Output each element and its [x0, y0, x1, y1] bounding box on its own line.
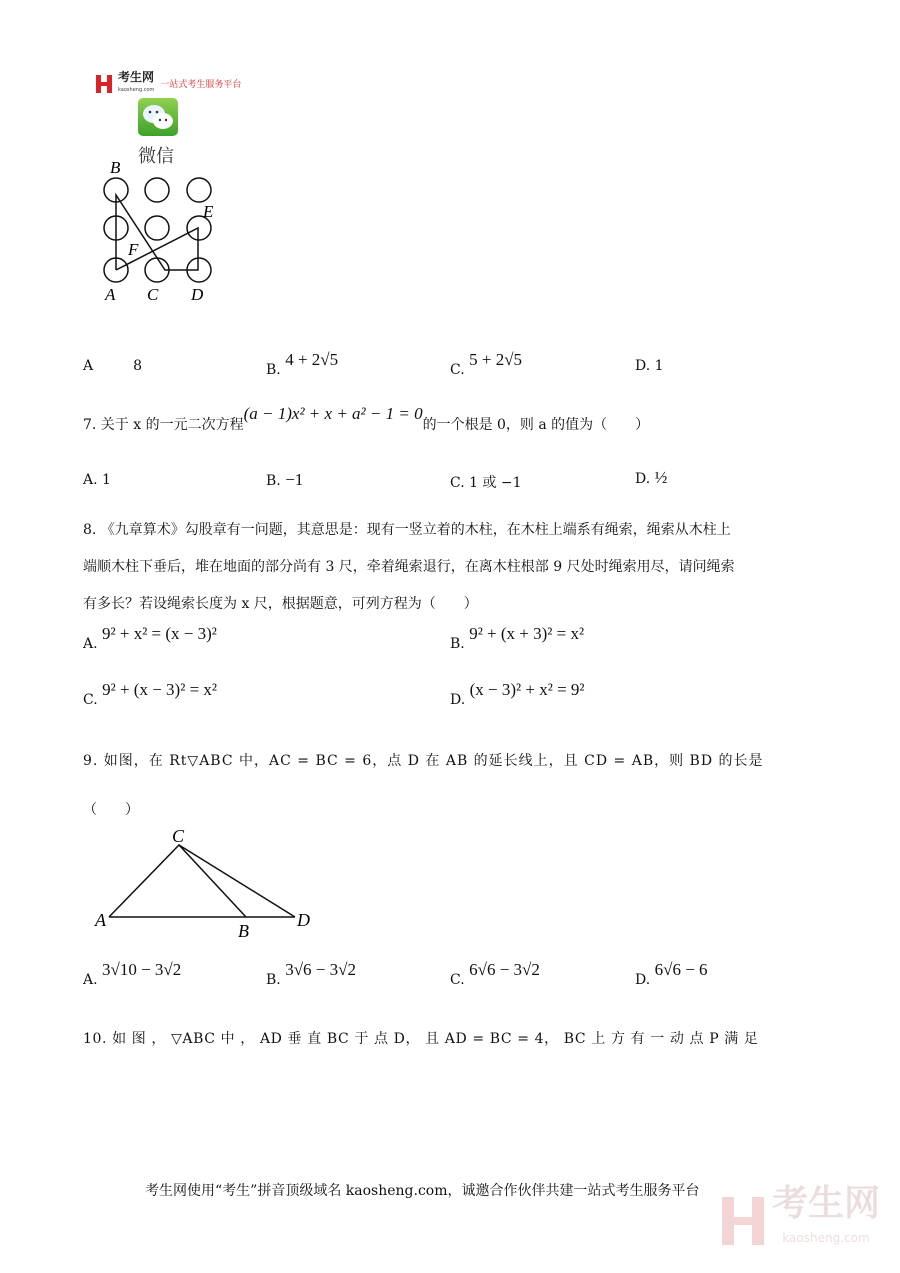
q6-option-c: C. 5 + 2√5: [450, 350, 523, 378]
label-c: C: [147, 285, 159, 304]
q6-option-d: D. 1: [635, 358, 664, 374]
q7-option-c: C. 1 或 −1: [450, 475, 522, 491]
q9-stem: 9. 如图，在 Rt▽ABC 中，AC = BC = 6，点 D 在 AB 的延长线上，且 CD = AB，则 BD 的长是: [83, 753, 764, 769]
q9-option-c: C. 6√6 − 3√2: [450, 960, 540, 988]
q9-option-a: A. 3√10 − 3√2: [83, 960, 182, 988]
q8-option-a: A. 9² + x² = (x − 3)²: [83, 624, 217, 652]
q10-stem: 10. 如 图 ， ▽ABC 中 ， AD 垂 直 BC 于 点 D， 且 AD = BC = 4， BC 上 方 有 一 动 点 P 满 足: [83, 1031, 759, 1047]
label-a: A: [95, 910, 106, 930]
q7-option-b: B. −1: [266, 470, 304, 489]
logo-domain: kaosheng.com: [118, 87, 155, 93]
q8-stem-line: 有多长？若设绳索长度为 x 尺，根据题意，可列方程为（ ）: [83, 596, 478, 612]
watermark-logo: 考生网 kaosheng.com: [722, 1187, 880, 1255]
q9-option-b: B. 3√6 − 3√2: [266, 960, 356, 988]
logo-mark-icon: [96, 75, 112, 93]
watermark-mark-icon: [722, 1197, 764, 1245]
slogan: 一站式考生服务平台: [160, 80, 242, 90]
q7-option-d: D. ½: [635, 468, 668, 487]
footer-text: 考生网使用“考生”拼音顶级域名 kaosheng.com，诚邀合作伙伴共建一站式考生服务平台: [145, 1183, 700, 1199]
q8-option-b: B. 9² + (x + 3)² = x²: [450, 624, 585, 652]
q6-option-b: B. 4 + 2√5: [266, 350, 339, 378]
q7-stem: 7. 关于 x 的一元二次方程(a − 1)x² + x + a² − 1 = 0的一个根是 0，则 a 的值为（ ）: [83, 404, 650, 433]
label-e: E: [203, 202, 214, 221]
logo-name: 考生网: [118, 70, 155, 84]
q8-option-d: D. (x − 3)² + x² = 9²: [450, 680, 585, 708]
q7-option-a: A. 1: [83, 472, 111, 488]
label-d: D: [191, 285, 204, 304]
label-f: F: [128, 240, 139, 259]
site-logo: [96, 72, 241, 95]
q6-option-a: A 8: [83, 358, 143, 374]
wechat-icon: [138, 98, 178, 136]
label-b: B: [238, 921, 249, 940]
q8-stem-line: 8. 《九章算术》勾股章有一问题，其意思是：现有一竖立着的木柱，在木柱上端系有绳索，绳索从木柱上: [83, 522, 731, 538]
q8-stem-line: 端顺木柱下垂后，堆在地面的部分尚有 3 尺，牵着绳索退行，在离木柱根部 9 尺处时绳索用尽，请问绳索: [83, 559, 735, 575]
wechat-label: 微信: [138, 146, 174, 167]
q9-triangle-figure: [90, 825, 330, 940]
label-a: A: [105, 285, 116, 304]
label-b: B: [110, 158, 121, 177]
q9-answer-paren: （ ）: [83, 802, 139, 818]
label-d: D: [297, 910, 310, 930]
q8-option-c: C. 9² + (x − 3)² = x²: [83, 680, 217, 708]
q9-option-d: D. 6√6 − 6: [635, 960, 708, 988]
q6-grid-figure: [95, 155, 225, 305]
label-c: C: [172, 826, 185, 846]
